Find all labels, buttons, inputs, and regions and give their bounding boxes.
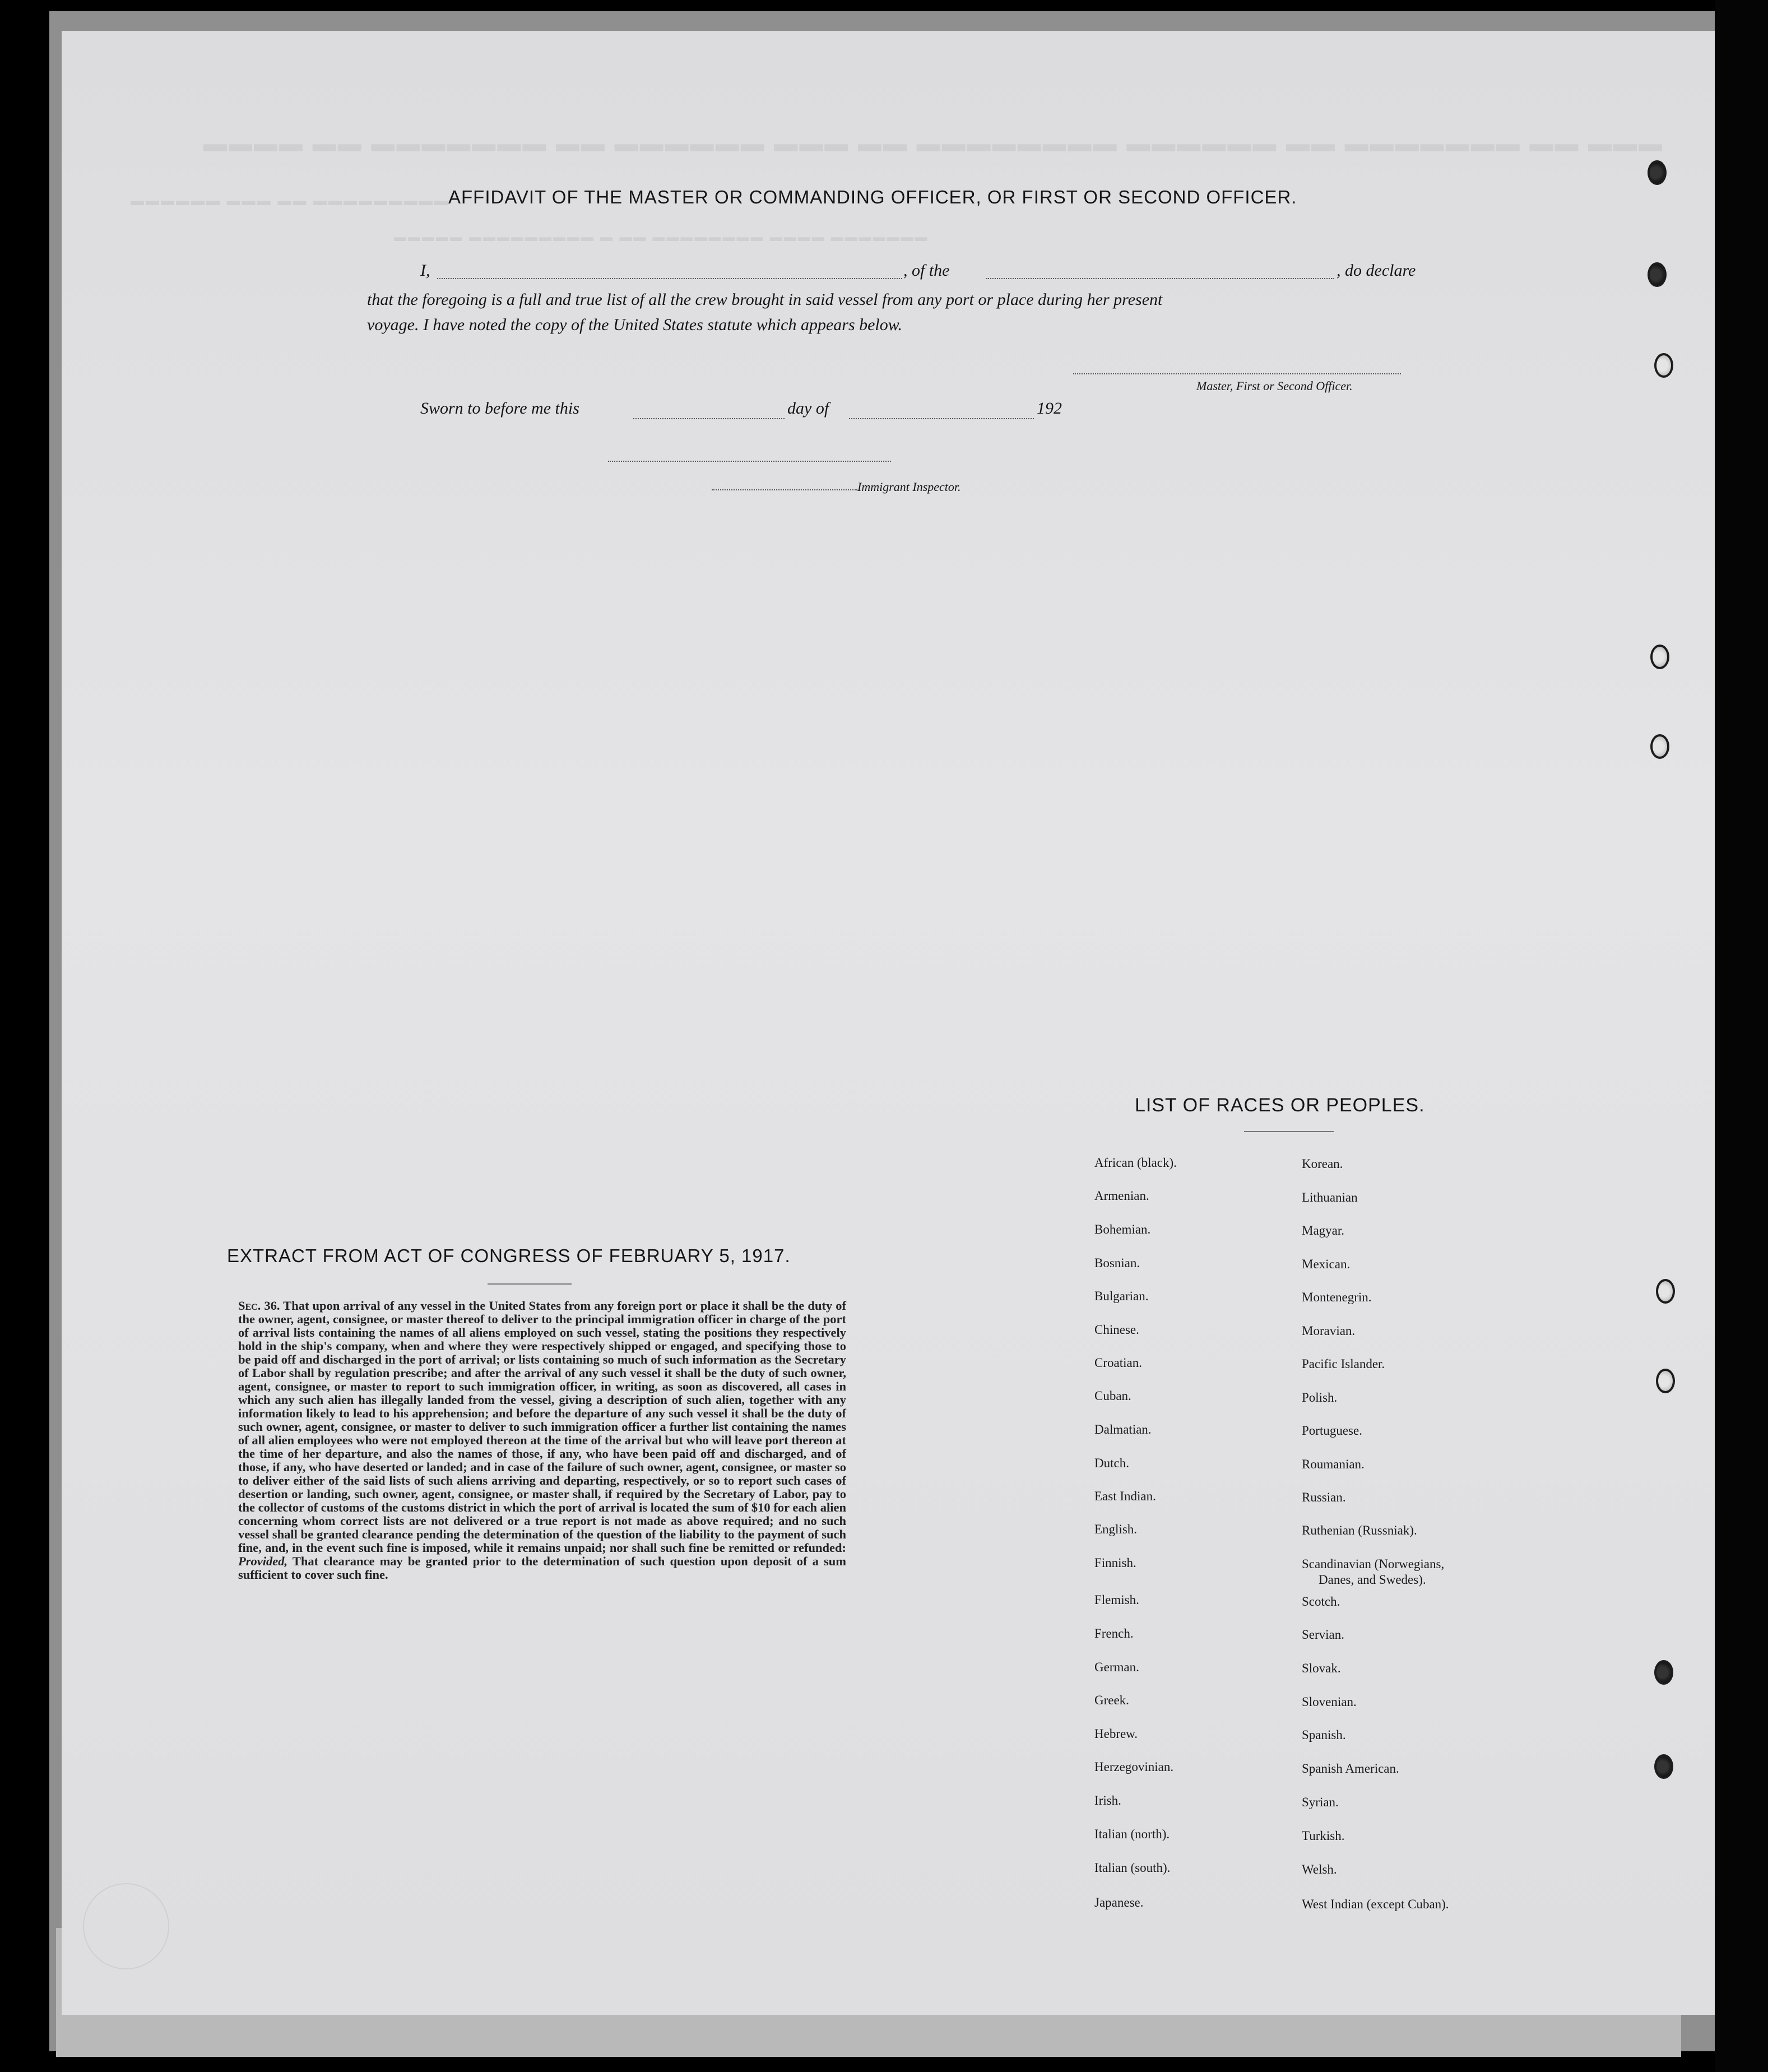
inspector-signature-field[interactable] — [608, 461, 891, 462]
race-item: Dutch. — [1094, 1456, 1129, 1470]
race-item: Bosnian. — [1094, 1256, 1140, 1270]
race-item: Slovak. — [1302, 1661, 1341, 1675]
race-item: Russian. — [1302, 1490, 1346, 1504]
punch-hole-icon — [1650, 645, 1669, 669]
race-item: English. — [1094, 1522, 1138, 1536]
race-item: Dalmatian. — [1094, 1422, 1152, 1436]
punch-hole-icon — [1654, 1754, 1673, 1779]
race-item: Cuban. — [1094, 1389, 1131, 1403]
affidavit-do-declare: , do declare — [1337, 261, 1416, 280]
race-item: Welsh. — [1302, 1862, 1337, 1876]
races-title: LIST OF RACES OR PEOPLES. — [1135, 1095, 1425, 1116]
scan-border — [1715, 0, 1768, 2072]
race-item: Roumanian. — [1302, 1457, 1365, 1471]
affidavit-title: AFFIDAVIT OF THE MASTER OR COMMANDING OFFICER, OR FIRST OR SECOND OFFICER. — [448, 187, 1297, 207]
affidavit-of-the: , of the — [903, 261, 950, 280]
faint-stamp-icon — [83, 1883, 169, 1969]
sworn-prefix: Sworn to before me this — [420, 399, 579, 418]
race-item: Mexican. — [1302, 1257, 1351, 1271]
race-item: Korean. — [1302, 1157, 1343, 1171]
race-item: Servian. — [1302, 1628, 1345, 1642]
extract-title-rule — [488, 1283, 572, 1285]
race-item: Bohemian. — [1094, 1222, 1151, 1236]
punch-hole-icon — [1654, 1660, 1673, 1685]
affidavit-statement-line: that the foregoing is a full and true list of all the crew brought in said vessel from any port or place during her present — [367, 290, 1163, 309]
race-item: Italian (north). — [1094, 1827, 1170, 1841]
signature-caption: Master, First or Second Officer. — [1196, 379, 1353, 393]
punch-hole-icon — [1648, 262, 1667, 287]
race-item-continuation: Danes, and Swedes). — [1319, 1573, 1426, 1587]
race-item: Chinese. — [1094, 1323, 1139, 1337]
race-item: Japanese. — [1094, 1895, 1144, 1909]
sworn-day-field[interactable] — [633, 418, 785, 419]
races-title-rule — [1244, 1131, 1334, 1132]
affidavit-statement-line: voyage. I have noted the copy of the United States statute which appears below. — [367, 316, 903, 334]
inspector-caption: Immigrant Inspector. — [857, 480, 961, 494]
race-item: Finnish. — [1094, 1556, 1136, 1570]
race-item: Armenian. — [1094, 1189, 1149, 1203]
race-item: Hebrew. — [1094, 1727, 1138, 1741]
bleed-through-heading: ▬▬▬ ▬▬ ▬▬▬▬▬▬▬ ▬▬ ▬▬▬▬▬▬ ▬▬▬▬▬▬▬▬ ▬▬ ▬▬▬ ▬▬▬▬▬▬ ▬▬ ▬▬▬▬▬▬▬ ▬▬ ▬▬▬▬ — [202, 130, 1663, 156]
punch-hole-icon — [1648, 160, 1667, 185]
inspector-signature-underline — [712, 489, 857, 490]
race-item: Scandinavian (Norwegians, — [1302, 1557, 1445, 1571]
race-item: Magyar. — [1302, 1223, 1345, 1237]
bleed-through-line: ▬▬▬▬▬▬▬▬▬ ▬▬ ▬▬▬ ▬▬▬▬▬▬ — [129, 193, 448, 208]
race-item: Italian (south). — [1094, 1861, 1171, 1875]
race-item: Moravian. — [1302, 1324, 1356, 1338]
race-item: Polish. — [1302, 1390, 1338, 1404]
race-item: East Indian. — [1094, 1489, 1156, 1503]
statute-body-end: That clearance may be granted prior to the determination of such question upon deposit of a sum sufficient to cover such fine. — [238, 1554, 847, 1582]
statute-text — [238, 1299, 846, 1582]
provided-label: Provided, — [238, 1554, 288, 1568]
race-item: Herzegovinian. — [1094, 1760, 1174, 1774]
punch-hole-icon — [1654, 353, 1673, 378]
officer-signature-field[interactable] — [1073, 373, 1401, 374]
race-item: Scotch. — [1302, 1594, 1340, 1609]
race-item: Montenegrin. — [1302, 1290, 1372, 1304]
bleed-through-line: ▬▬▬▬▬▬▬ ▬▬▬▬ ▬▬▬▬▬▬▬▬ ▬▬ ▬ ▬▬▬▬▬▬▬▬▬ ▬▬▬▬▬ — [392, 230, 927, 244]
declarant-name-field[interactable] — [437, 278, 902, 279]
extract-title: EXTRACT FROM ACT OF CONGRESS OF FEBRUARY 5, 1917. — [227, 1245, 791, 1266]
race-item: Ruthenian (Russniak). — [1302, 1523, 1417, 1537]
race-item: African (black). — [1094, 1156, 1177, 1170]
punch-hole-icon — [1656, 1369, 1675, 1393]
punch-hole-icon — [1650, 734, 1669, 759]
race-item: Portuguese. — [1302, 1424, 1362, 1438]
race-item: West Indian (except Cuban). — [1302, 1897, 1449, 1911]
race-item: Spanish. — [1302, 1728, 1346, 1742]
race-item: Turkish. — [1302, 1829, 1345, 1843]
race-item: Bulgarian. — [1094, 1289, 1149, 1303]
race-item: German. — [1094, 1660, 1139, 1674]
race-item: Flemish. — [1094, 1593, 1139, 1607]
race-item: Greek. — [1094, 1693, 1129, 1707]
race-item: Spanish American. — [1302, 1762, 1399, 1776]
race-item: Irish. — [1094, 1793, 1121, 1807]
race-item: Croatian. — [1094, 1356, 1142, 1370]
section-label: Sec. 36. — [238, 1299, 280, 1313]
race-item: Slovenian. — [1302, 1695, 1357, 1709]
vessel-name-field[interactable] — [986, 278, 1334, 279]
sworn-day-of: day of — [787, 399, 829, 418]
sworn-year: 192 — [1037, 399, 1062, 418]
affidavit-declarant-prefix: I, — [420, 261, 430, 280]
race-item: Pacific Islander. — [1302, 1357, 1385, 1371]
race-item: Syrian. — [1302, 1795, 1339, 1809]
race-item: French. — [1094, 1626, 1134, 1640]
punch-hole-icon — [1656, 1279, 1675, 1304]
race-item: Lithuanian — [1302, 1190, 1358, 1204]
statute-body: That upon arrival of any vessel in the United States from any foreign port or place it shall be the duty of the owner, agent, consignee, or master thereof to deliver to the principal immigration officer in charge of the port of arrival lists containing the names of all aliens employed on such vessel, stating the positions they respectively hold in the ship's company, when and where they were respectively shipped or engaged, and specifying those to be paid off and discharged in the port of arrival; or lists containing so much of such information as the Secretary of Labor shall by regulation prescribe; and after the arrival of any such vessel it shall be the duty of such owner, agent, consignee, or master to report to such immigration officer, in writing, as soon as discovered, all cases in which any such alien has illegally landed from the vessel, giving a description of such alien, together with any information likely to lead to his apprehension; and before the departure of any such vessel it shall be the duty of such owner, agent, consignee, or master to deliver to such immigration officer a further list containing the names of all alien employees who were not employed thereon at the time of the arrival but who will leave port thereon at the time of her departure, and also the names of those, if any, who have been paid off and discharged, and of those, if any, who have deserted or landed; and in case of the failure of such owner, agent, consignee, or master so to deliver either of the said lists of such aliens arriving and departing, respectively, or so to report such cases of desertion or landing, such owner, agent, consignee, or master shall, if required by the Secretary of Labor, pay to the collector of customs of the customs district in which the port of arrival is located the sum of $10 for each alien concerning whom correct lists are not delivered or a true report is not made as above required; and no such vessel shall be granted clearance pending the determination of the question of the liability to the payment of such fine, and, in the event such fine is imposed, while it remains unpaid; nor shall such fine be remitted or refunded: — [238, 1299, 846, 1555]
sworn-month-field[interactable] — [849, 418, 1034, 419]
